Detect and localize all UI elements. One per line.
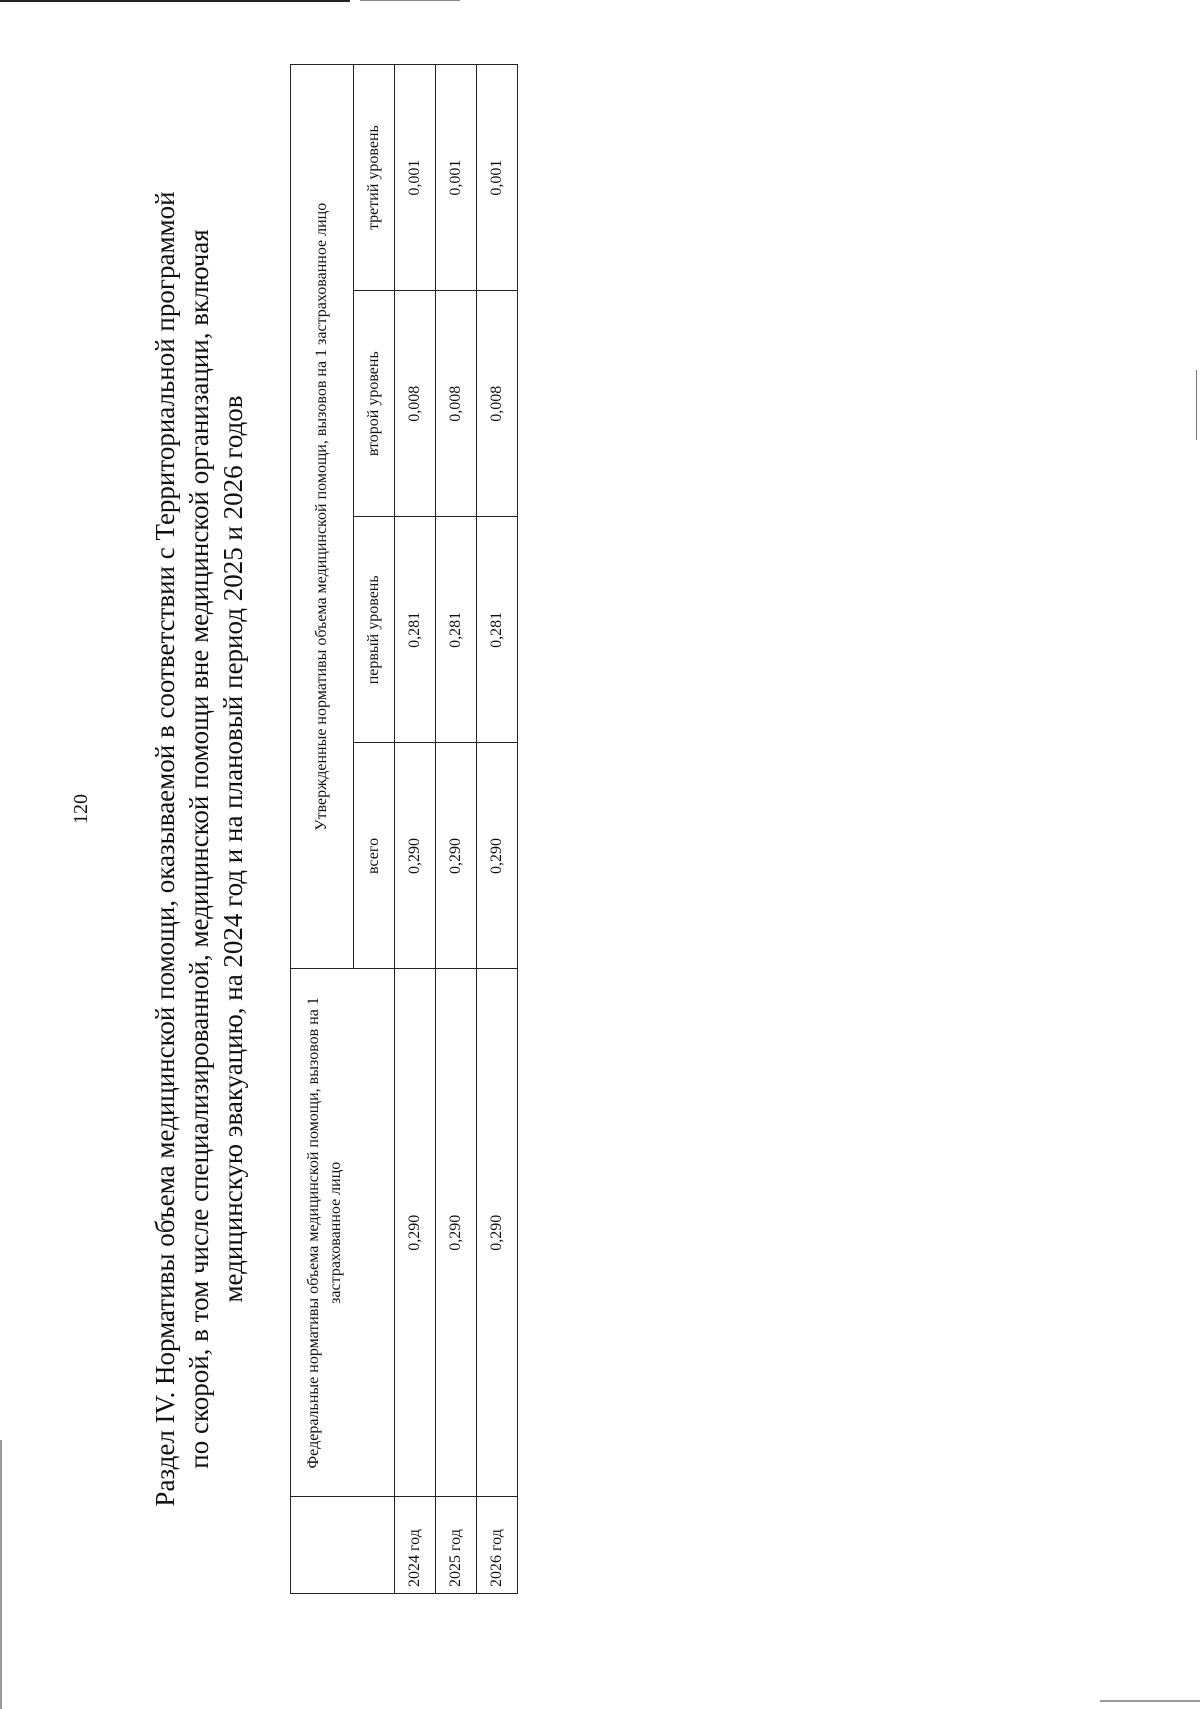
subheader-third-level: третий уровень: [354, 65, 395, 291]
cell-year: 2026 год: [477, 1497, 518, 1594]
norms-table: [290, 64, 518, 1594]
header-federal-norms: Федеральные нормативы объема медицинской помощи, вызовов на 1 застрахованное лицо: [291, 969, 395, 1497]
table-row: [477, 65, 518, 1594]
cell-second-level: 0,008: [477, 291, 518, 517]
header-approved-norms: Утвержденные нормативы объема медицинской помощи, вызовов на 1 застрахованное лицо: [291, 65, 354, 969]
section-title: [148, 99, 250, 1599]
subheader-second-level: второй уровень: [354, 291, 395, 517]
cell-federal: 0,290: [395, 969, 436, 1497]
cell-third-level: 0,001: [477, 65, 518, 291]
cell-third-level: 0,001: [395, 65, 436, 291]
page-number: 120: [70, 794, 92, 824]
cell-third-level: 0,001: [436, 65, 477, 291]
cell-federal: 0,290: [477, 969, 518, 1497]
section-title-line-2: по скорой, в том числе специализированной, медицинской помощи вне медицинской организации, включая: [184, 229, 214, 1469]
cell-first-level: 0,281: [436, 517, 477, 743]
section-title-line-1: Раздел IV. Нормативы объема медицинской помощи, оказываемой в соответствии с Территориальной программой: [150, 191, 180, 1507]
table-row: [395, 65, 436, 1594]
cell-second-level: 0,008: [395, 291, 436, 517]
cell-total: 0,290: [395, 743, 436, 969]
cell-year: 2024 год: [395, 1497, 436, 1594]
cell-second-level: 0,008: [436, 291, 477, 517]
cell-total: 0,290: [477, 743, 518, 969]
section-title-line-3: медицинскую эвакуацию, на 2024 год и на плановый период 2025 и 2026 годов: [218, 395, 248, 1303]
cell-year: 2025 год: [436, 1497, 477, 1594]
cell-total: 0,290: [436, 743, 477, 969]
subheader-first-level: первый уровень: [354, 517, 395, 743]
subheader-total: всего: [354, 743, 395, 969]
header-year-cell: [291, 1497, 395, 1594]
table-header-row: [291, 65, 354, 1594]
table-row: [436, 65, 477, 1594]
cell-federal: 0,290: [436, 969, 477, 1497]
cell-first-level: 0,281: [477, 517, 518, 743]
cell-first-level: 0,281: [395, 517, 436, 743]
